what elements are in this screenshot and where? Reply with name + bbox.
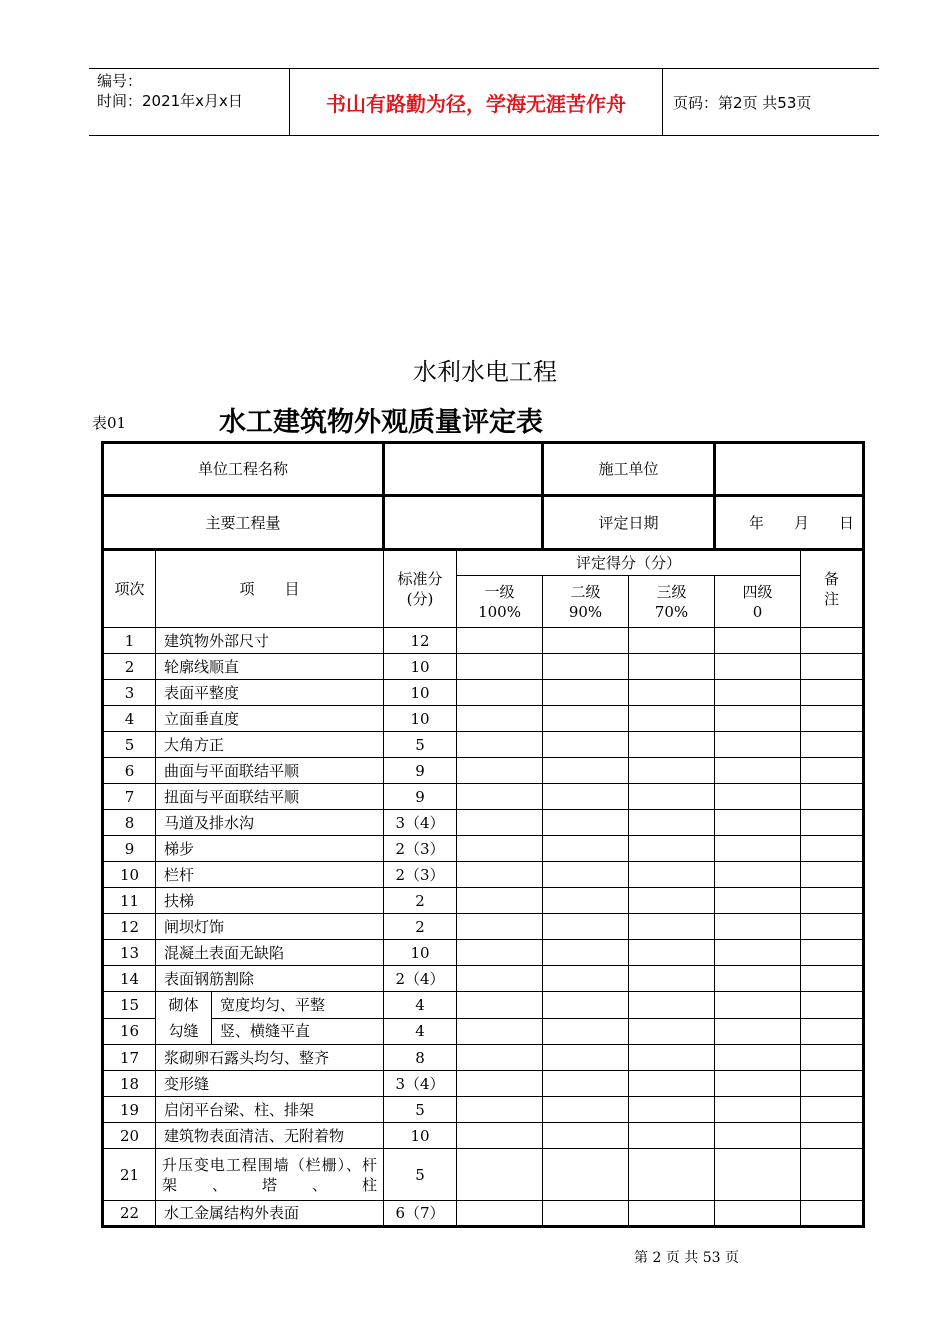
row-item: 扭面与平面联结平顺	[156, 784, 384, 810]
row-item: 轮廓线顺直	[156, 654, 384, 680]
row-item: 立面垂直度	[156, 706, 384, 732]
row-grade1-cell[interactable]	[457, 888, 543, 914]
row-remark-cell[interactable]	[801, 1149, 864, 1201]
col-header-grade1	[457, 576, 543, 628]
row-grade2-cell[interactable]	[543, 1045, 629, 1071]
row-grade3-cell[interactable]	[629, 732, 715, 758]
row-item: 栏杆	[156, 862, 384, 888]
row-grade2-cell[interactable]	[543, 1071, 629, 1097]
table-row	[103, 992, 864, 1019]
row-grade3-cell[interactable]	[629, 836, 715, 862]
row-grade1-cell[interactable]	[457, 836, 543, 862]
row-no: 2	[103, 654, 156, 680]
table-row	[103, 810, 864, 836]
masonry-group-label: 砌体勾缝	[156, 992, 212, 1045]
row-item: 大角方正	[156, 732, 384, 758]
row-no: 11	[103, 888, 156, 914]
row-grade4-cell[interactable]	[715, 784, 801, 810]
row-grade3-cell[interactable]	[629, 1149, 715, 1201]
row-grade1-cell[interactable]	[457, 940, 543, 966]
table-row	[103, 1123, 864, 1149]
row-item: 闸坝灯饰	[156, 914, 384, 940]
row-no: 22	[103, 1201, 156, 1227]
row-no: 19	[103, 1097, 156, 1123]
row-no: 8	[103, 810, 156, 836]
row-no: 13	[103, 940, 156, 966]
row-grade3-cell[interactable]	[629, 1071, 715, 1097]
row-grade2-cell[interactable]	[543, 1123, 629, 1149]
table-row	[103, 732, 864, 758]
std-score-unit: (分)	[406, 590, 434, 608]
unit-project-value[interactable]	[384, 443, 543, 496]
table-row	[103, 628, 864, 654]
row-item: 扶梯	[156, 888, 384, 914]
grade4-label: 四级	[742, 582, 773, 601]
row-grade3-cell[interactable]	[629, 784, 715, 810]
row-grade4-cell[interactable]	[715, 654, 801, 680]
eval-date-label: 评定日期	[543, 496, 715, 550]
row-grade4-cell[interactable]	[715, 810, 801, 836]
row-grade3-cell[interactable]	[629, 1097, 715, 1123]
row-grade2-cell[interactable]	[543, 1097, 629, 1123]
row-grade2-cell[interactable]	[543, 940, 629, 966]
row-remark-cell[interactable]	[801, 862, 864, 888]
code-label: 编号：	[97, 72, 143, 90]
row-grade2-cell[interactable]	[543, 758, 629, 784]
col-header-item: 项 目	[156, 550, 384, 628]
row-no: 1	[103, 628, 156, 654]
row-grade3-cell[interactable]	[629, 862, 715, 888]
row-item: 建筑物外部尺寸	[156, 628, 384, 654]
row-no: 5	[103, 732, 156, 758]
row-grade3-cell[interactable]	[629, 1201, 715, 1227]
row-grade3-cell[interactable]	[629, 706, 715, 732]
row-remark-cell[interactable]	[801, 732, 864, 758]
evaluation-table	[101, 441, 865, 1228]
row-grade1-cell[interactable]	[457, 966, 543, 992]
row-no: 16	[103, 1018, 156, 1045]
table-row	[103, 1045, 864, 1071]
row-grade2-cell[interactable]	[543, 1149, 629, 1201]
row-std-score: 8	[384, 1045, 457, 1071]
page-header	[89, 68, 879, 136]
row-grade4-cell[interactable]	[715, 732, 801, 758]
col-header-grade2	[543, 576, 629, 628]
grade1-label: 一级	[484, 582, 515, 601]
row-no: 7	[103, 784, 156, 810]
table-row	[103, 966, 864, 992]
construction-unit-value[interactable]	[715, 443, 864, 496]
row-std-score: 4	[384, 1018, 457, 1045]
row-item: 变形缝	[156, 1071, 384, 1097]
table-row	[103, 654, 864, 680]
row-no: 6	[103, 758, 156, 784]
row-grade1-cell[interactable]	[457, 654, 543, 680]
table-row	[103, 1149, 864, 1201]
table-row	[103, 940, 864, 966]
row-no: 18	[103, 1071, 156, 1097]
row-grade2-cell[interactable]	[543, 914, 629, 940]
row-grade3-cell[interactable]	[629, 1018, 715, 1045]
row-grade4-cell[interactable]	[715, 680, 801, 706]
row-grade4-cell[interactable]	[715, 1018, 801, 1045]
row-no: 12	[103, 914, 156, 940]
row-std-score: 10	[384, 680, 457, 706]
remark-char-2: 注	[824, 590, 840, 608]
row-grade3-cell[interactable]	[629, 1123, 715, 1149]
col-header-eval-score: 评定得分（分）	[457, 550, 801, 576]
row-grade4-cell[interactable]	[715, 940, 801, 966]
row-std-score: 6（7）	[384, 1201, 457, 1227]
row-grade1-cell[interactable]	[457, 758, 543, 784]
table-row	[103, 1097, 864, 1123]
header-meta	[89, 69, 290, 135]
std-score-label: 标准分	[397, 570, 443, 588]
row-grade2-cell[interactable]	[543, 836, 629, 862]
grade2-label: 二级	[570, 582, 601, 601]
row-grade2-cell[interactable]	[543, 966, 629, 992]
row-grade4-cell[interactable]	[715, 1045, 801, 1071]
document-title: 水工建筑物外观质量评定表	[219, 407, 543, 438]
grade2-percent: 90%	[568, 602, 603, 621]
grade4-percent: 0	[752, 602, 763, 621]
row-grade4-cell[interactable]	[715, 966, 801, 992]
row-item: 混凝土表面无缺陷	[156, 940, 384, 966]
row-std-score: 9	[384, 758, 457, 784]
row-grade4-cell[interactable]	[715, 888, 801, 914]
row-remark-cell[interactable]	[801, 1097, 864, 1123]
row-std-score: 10	[384, 940, 457, 966]
row-item: 曲面与平面联结平顺	[156, 758, 384, 784]
row-grade4-cell[interactable]	[715, 1149, 801, 1201]
row-grade4-cell[interactable]	[715, 914, 801, 940]
table-row	[103, 914, 864, 940]
row-std-score: 2	[384, 914, 457, 940]
row-grade2-cell[interactable]	[543, 732, 629, 758]
row-std-score: 12	[384, 628, 457, 654]
row-item: 浆砌卵石露头均匀、整齐	[156, 1045, 384, 1071]
row-grade4-cell[interactable]	[715, 1071, 801, 1097]
row-item: 表面钢筋割除	[156, 966, 384, 992]
row-grade1-cell[interactable]	[457, 992, 543, 1019]
row-grade1-cell[interactable]	[457, 862, 543, 888]
row-grade2-cell[interactable]	[543, 654, 629, 680]
page-footer: 第 2 页 共 53 页	[634, 1250, 739, 1266]
row-remark-cell[interactable]	[801, 1123, 864, 1149]
row-item: 建筑物表面清洁、无附着物	[156, 1123, 384, 1149]
row-std-score: 9	[384, 784, 457, 810]
row-grade2-cell[interactable]	[543, 706, 629, 732]
row-grade1-cell[interactable]	[457, 680, 543, 706]
row-grade4-cell[interactable]	[715, 758, 801, 784]
row-grade1-cell[interactable]	[457, 1045, 543, 1071]
row-grade3-cell[interactable]	[629, 680, 715, 706]
table-row	[103, 1071, 864, 1097]
row-std-score: 2	[384, 888, 457, 914]
row-no: 17	[103, 1045, 156, 1071]
row-std-score: 10	[384, 654, 457, 680]
row-std-score: 2（4）	[384, 966, 457, 992]
table-row	[103, 758, 864, 784]
row-std-score: 5	[384, 1149, 457, 1201]
row-no: 15	[103, 992, 156, 1019]
row-remark-cell[interactable]	[801, 888, 864, 914]
row-grade1-cell[interactable]	[457, 1018, 543, 1045]
table-row	[103, 862, 864, 888]
time-label: 时间：2021年x月x日	[97, 92, 243, 110]
row-grade4-cell[interactable]	[715, 992, 801, 1019]
row-no: 9	[103, 836, 156, 862]
header-page-info: 页码：第2页 共53页	[673, 93, 812, 112]
row-remark-cell[interactable]	[801, 966, 864, 992]
row-remark-cell[interactable]	[801, 706, 864, 732]
row-std-score: 5	[384, 1097, 457, 1123]
row-remark-cell[interactable]	[801, 680, 864, 706]
main-quantity-value[interactable]	[384, 496, 543, 550]
row-remark-cell[interactable]	[801, 1018, 864, 1045]
row-std-score: 3（4）	[384, 810, 457, 836]
grade1-percent: 100%	[478, 602, 521, 621]
row-item: 表面平整度	[156, 680, 384, 706]
col-header-grade4	[715, 576, 801, 628]
row-item: 竖、横缝平直	[212, 1018, 384, 1045]
row-no: 4	[103, 706, 156, 732]
row-item: 宽度均匀、平整	[212, 992, 384, 1019]
row-grade2-cell[interactable]	[543, 992, 629, 1019]
row-grade4-cell[interactable]	[715, 628, 801, 654]
table-row	[103, 836, 864, 862]
row-no: 20	[103, 1123, 156, 1149]
col-header-std-score	[384, 550, 457, 628]
row-std-score: 2（3）	[384, 862, 457, 888]
row-grade2-cell[interactable]	[543, 888, 629, 914]
table-row	[103, 706, 864, 732]
row-grade1-cell[interactable]	[457, 1071, 543, 1097]
table-number: 表01	[92, 414, 127, 432]
row-grade2-cell[interactable]	[543, 784, 629, 810]
row-grade3-cell[interactable]	[629, 966, 715, 992]
row-std-score: 10	[384, 706, 457, 732]
row-grade4-cell[interactable]	[715, 862, 801, 888]
row-grade1-cell[interactable]	[457, 914, 543, 940]
row-grade1-cell[interactable]	[457, 1123, 543, 1149]
row-std-score: 2（3）	[384, 836, 457, 862]
row-grade1-cell[interactable]	[457, 706, 543, 732]
table-row	[103, 1201, 864, 1227]
row-grade2-cell[interactable]	[543, 1201, 629, 1227]
row-grade3-cell[interactable]	[629, 628, 715, 654]
col-header-remark	[801, 550, 864, 628]
row-remark-cell[interactable]	[801, 810, 864, 836]
remark-char-1: 备	[824, 570, 840, 588]
row-grade2-cell[interactable]	[543, 1018, 629, 1045]
table-row	[103, 784, 864, 810]
row-remark-cell[interactable]	[801, 1045, 864, 1071]
row-remark-cell[interactable]	[801, 628, 864, 654]
row-grade3-cell[interactable]	[629, 758, 715, 784]
row-grade4-cell[interactable]	[715, 836, 801, 862]
row-std-score: 3（4）	[384, 1071, 457, 1097]
row-remark-cell[interactable]	[801, 784, 864, 810]
row-grade3-cell[interactable]	[629, 992, 715, 1019]
row-grade4-cell[interactable]	[715, 1097, 801, 1123]
col-header-no: 项次	[103, 550, 156, 628]
row-remark-cell[interactable]	[801, 758, 864, 784]
grade3-percent: 70%	[654, 602, 689, 621]
row-remark-cell[interactable]	[801, 940, 864, 966]
col-header-grade3	[629, 576, 715, 628]
row-grade1-cell[interactable]	[457, 1201, 543, 1227]
table-row	[103, 680, 864, 706]
row-item: 梯步	[156, 836, 384, 862]
table-row	[103, 1018, 864, 1045]
row-std-score: 5	[384, 732, 457, 758]
row-item: 水工金属结构外表面	[156, 1201, 384, 1227]
construction-unit-label: 施工单位	[543, 443, 715, 496]
row-no: 21	[103, 1149, 156, 1201]
row-item: 升压变电工程围墙（栏栅）、杆架、塔、柱	[156, 1149, 384, 1201]
row-std-score: 4	[384, 992, 457, 1019]
row-remark-cell[interactable]	[801, 836, 864, 862]
row-grade3-cell[interactable]	[629, 1045, 715, 1071]
table-row	[103, 888, 864, 914]
row-grade2-cell[interactable]	[543, 810, 629, 836]
document-subtitle: 水利水电工程	[413, 358, 557, 386]
row-grade1-cell[interactable]	[457, 784, 543, 810]
row-remark-cell[interactable]	[801, 1071, 864, 1097]
row-item: 启闭平台梁、柱、排架	[156, 1097, 384, 1123]
row-grade1-cell[interactable]	[457, 628, 543, 654]
row-std-score: 10	[384, 1123, 457, 1149]
row-remark-cell[interactable]	[801, 992, 864, 1019]
row-grade2-cell[interactable]	[543, 680, 629, 706]
row-grade1-cell[interactable]	[457, 1149, 543, 1201]
row-grade1-cell[interactable]	[457, 810, 543, 836]
row-grade2-cell[interactable]	[543, 862, 629, 888]
row-remark-cell[interactable]	[801, 654, 864, 680]
row-no: 14	[103, 966, 156, 992]
row-grade3-cell[interactable]	[629, 810, 715, 836]
row-grade4-cell[interactable]	[715, 706, 801, 732]
unit-project-label: 单位工程名称	[103, 443, 384, 496]
row-item: 马道及排水沟	[156, 810, 384, 836]
row-grade1-cell[interactable]	[457, 732, 543, 758]
row-no: 10	[103, 862, 156, 888]
row-grade3-cell[interactable]	[629, 888, 715, 914]
row-grade3-cell[interactable]	[629, 914, 715, 940]
header-motto: 书山有路勤为径，学海无涯苦作舟	[290, 69, 663, 135]
eval-date-value[interactable]: 年 月 日	[715, 496, 864, 550]
row-grade4-cell[interactable]	[715, 1123, 801, 1149]
row-grade2-cell[interactable]	[543, 628, 629, 654]
row-grade3-cell[interactable]	[629, 654, 715, 680]
row-grade4-cell[interactable]	[715, 1201, 801, 1227]
row-grade1-cell[interactable]	[457, 1097, 543, 1123]
row-remark-cell[interactable]	[801, 1201, 864, 1227]
main-quantity-label: 主要工程量	[103, 496, 384, 550]
row-no: 3	[103, 680, 156, 706]
row-grade3-cell[interactable]	[629, 940, 715, 966]
row-remark-cell[interactable]	[801, 914, 864, 940]
grade3-label: 三级	[656, 582, 687, 601]
